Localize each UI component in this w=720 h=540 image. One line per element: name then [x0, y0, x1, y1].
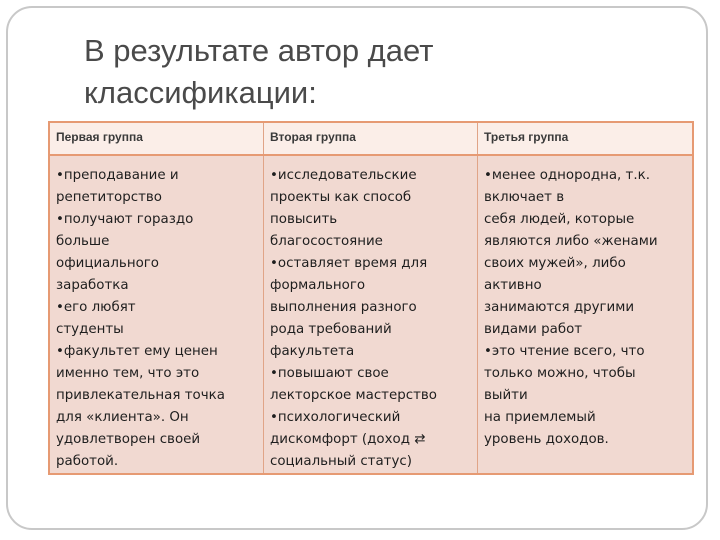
cell-text-line: являются либо «женами [484, 234, 658, 249]
cell-text-line: повысить [270, 212, 338, 227]
cell-text-line: официального [56, 256, 159, 271]
cell-text-line: уровень доходов. [484, 432, 609, 447]
cell-group-1 [50, 156, 264, 473]
classification-table [48, 121, 694, 475]
cell-text-line: заработка [56, 278, 129, 293]
cell-text-line: видами работ [484, 322, 583, 337]
cell-text-line: выйти [484, 388, 528, 403]
cell-text-line: •получают гораздо [56, 212, 194, 227]
cell-text-line: привлекательная точка [56, 388, 225, 403]
header-group-2: Вторая группа [264, 123, 478, 154]
cell-text-line: больше [56, 234, 110, 249]
cell-text-line: факультета [270, 344, 355, 359]
cell-text-line: дискомфорт (доход ⇄ [270, 432, 426, 447]
cell-group-2 [264, 156, 478, 473]
cell-text-line: активно [484, 278, 542, 293]
cell-text-line: студенты [56, 322, 124, 337]
cell-text-line: только можно, чтобы [484, 366, 636, 381]
cell-text-line: работой. [56, 454, 119, 469]
table-header-row [50, 123, 692, 156]
cell-group-3 [478, 156, 692, 473]
cell-text-line: •исследовательские [270, 168, 417, 183]
cell-text-line: •психологический [270, 410, 401, 425]
cell-text-line: занимаются другими [484, 300, 635, 315]
header-group-3: Третья группа [484, 130, 569, 144]
slide-title: В результате автор дает классификации: [84, 33, 434, 110]
cell-text-line: для «клиента». Он [56, 410, 189, 425]
cell-text-line: социальный статус) [270, 454, 412, 469]
cell-text-line: формального [270, 278, 366, 293]
cell-text-line: проекты как способ [270, 190, 412, 205]
cell-text-line: своих мужей», либо [484, 256, 626, 271]
cell-text-line: репетиторство [56, 190, 162, 205]
cell-text-line: •повышают свое [270, 366, 389, 381]
cell-text-line: •это чтение всего, что [484, 344, 645, 359]
cell-text-line: •его любят [56, 300, 136, 315]
cell-text-line: благосостояние [270, 234, 383, 249]
cell-text-line: •факультет ему ценен [56, 344, 218, 359]
cell-text-line: •менее однородна, т.к. [484, 168, 650, 183]
cell-text-line: именно тем, что это [56, 366, 200, 381]
table-body-row [50, 156, 692, 473]
cell-text-line: удовлетворен своей [56, 432, 201, 447]
slide-frame [6, 6, 708, 530]
cell-text-line: себя людей, которые [484, 212, 635, 227]
cell-text-line: рода требований [270, 322, 392, 337]
cell-text-line: •оставляет время для [270, 256, 428, 271]
cell-text-line: •преподавание и [56, 168, 179, 183]
header-group-1: Первая группа [50, 123, 264, 154]
cell-text-line: лекторское мастерство [270, 388, 437, 403]
cell-text-line: включает в [484, 190, 565, 205]
cell-text-line: на приемлемый [484, 410, 596, 425]
cell-text-line: выполнения разного [270, 300, 417, 315]
